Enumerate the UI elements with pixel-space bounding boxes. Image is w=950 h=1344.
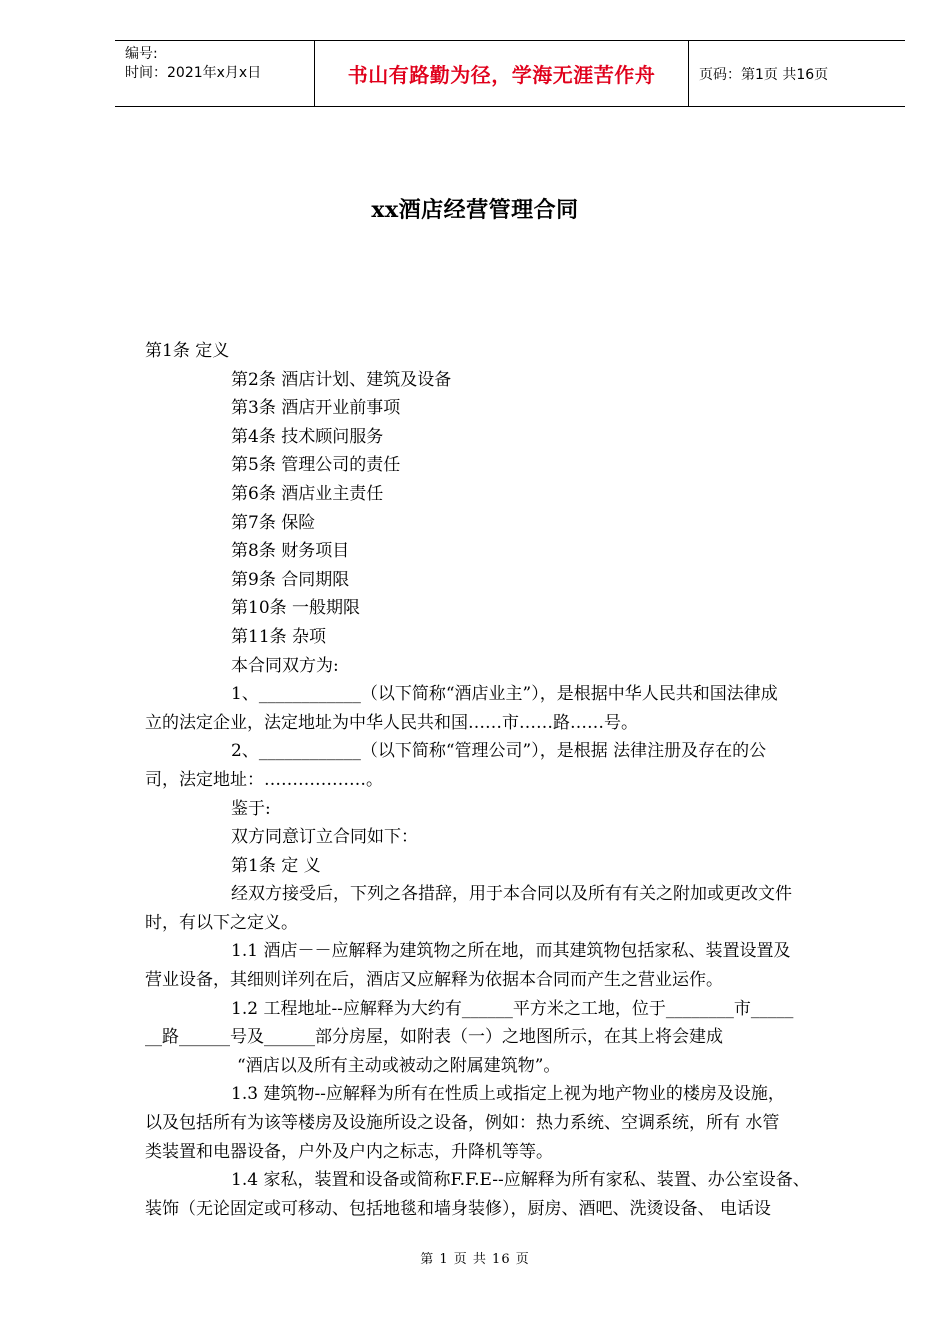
paragraph-line: 司，法定地址：………………。 <box>145 769 383 790</box>
paragraph-line: 经双方接受后，下列之各措辞，用于本合同以及所有有关之附加或更改文件 <box>231 884 792 905</box>
toc-item: 第3条 酒店开业前事项 <box>231 398 401 419</box>
document-header <box>115 40 905 107</box>
paragraph-line: 时，有以下之定义。 <box>145 912 298 933</box>
paragraph-line: 1、____________（以下简称“酒店业主”），是根据中华人民共和国法律成 <box>231 684 778 705</box>
toc-item: 第5条 管理公司的责任 <box>231 455 401 476</box>
paragraph-line: 本合同双方为: <box>231 655 339 676</box>
header-meta <box>115 41 315 106</box>
header-page-info: 页码：第1页 共16页 <box>699 66 829 83</box>
paragraph-line: 1.3 建筑物--应解释为所有在性质上或指定上视为地产物业的楼房及设施， <box>231 1084 785 1105</box>
document-title: xx酒店经营管理合同 <box>371 197 579 223</box>
paragraph-line: 1.4 家私，装置和设备或简称F.F.E--应解释为所有家私、装置、办公室设备、 <box>231 1170 810 1191</box>
page-footer: 第 1 页 共 16 页 <box>420 1252 530 1267</box>
toc-item: 第6条 酒店业主责任 <box>231 483 384 504</box>
toc-item: 第8条 财务项目 <box>231 541 350 562</box>
toc-item: 第9条 合同期限 <box>231 569 350 590</box>
paragraph-line: 类装置和电器设备，户外及户内之标志，升降机等等。 <box>145 1141 553 1162</box>
paragraph-line: 2、____________（以下简称“管理公司”），是根据 法律注册及存在的公 <box>231 741 767 762</box>
toc-item: 第4条 技术顾问服务 <box>231 426 384 447</box>
paragraph-line: 1.2 工程地址--应解释为大约有______平方米之工地，位于________市_____ <box>231 998 794 1019</box>
paragraph-line: 营业设备，其细则详列在后，酒店又应解释为依据本合同而产生之营业运作。 <box>145 970 723 991</box>
document-body <box>145 337 890 1223</box>
document-number-label: 编号: <box>125 46 158 62</box>
document-time-label: 时间：2021年x月x日 <box>125 65 262 81</box>
paragraph-line: 1.1 酒店－－应解释为建筑物之所在地，而其建筑物包括家私、装置设置及 <box>231 941 791 962</box>
header-motto: 书山有路勤为径，学海无涯苦作舟 <box>315 41 689 106</box>
toc-item: 第2条 酒店计划、建筑及设备 <box>231 369 452 390</box>
paragraph-line: “酒店以及所有主动或被动之附属建筑物”。 <box>237 1055 561 1076</box>
paragraph-line: 双方同意订立合同如下： <box>231 827 418 848</box>
toc-item: 第11条 杂项 <box>231 626 327 647</box>
toc-item: 第10条 一般期限 <box>231 598 361 619</box>
toc-item: 第7条 保险 <box>231 512 316 533</box>
paragraph-line: 鉴于: <box>231 798 271 819</box>
paragraph-line: 装饰（无论固定或可移动、包括地毯和墙身装修），厨房、酒吧、洗烫设备、 电话设 <box>145 1198 771 1219</box>
toc-item: 第1条 定义 <box>145 341 230 361</box>
section-heading: 第1条 定 义 <box>231 855 321 876</box>
paragraph-line: 以及包括所有为该等楼房及设施所设之设备，例如：热力系统、空调系统，所有 水管 <box>145 1113 780 1134</box>
paragraph-line: 立的法定企业，法定地址为中华人民共和国……市……路……号。 <box>145 712 638 733</box>
paragraph-line: __路______号及______部分房屋，如附表（一）之地图所示，在其上将会建成 <box>145 1027 723 1048</box>
